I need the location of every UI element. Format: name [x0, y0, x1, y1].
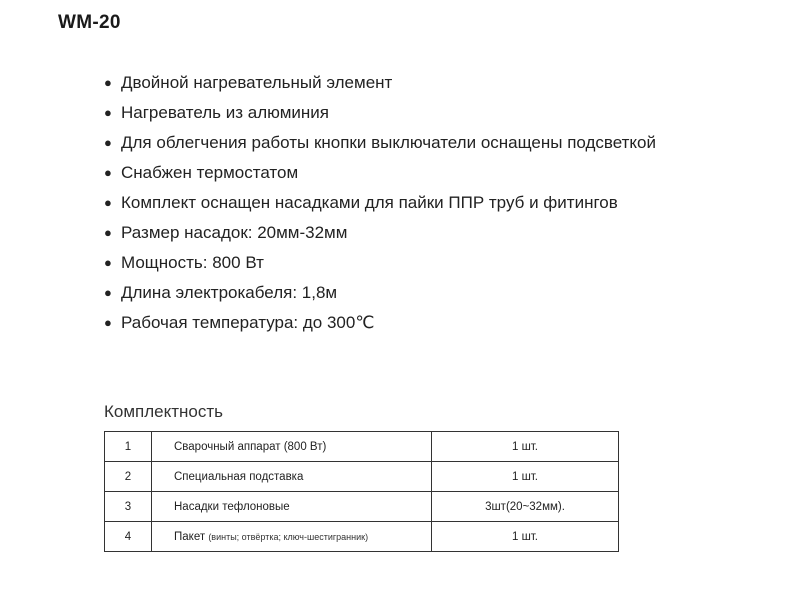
feature-item — [104, 312, 656, 342]
feature-item — [104, 192, 656, 222]
kit-title: Комплектность — [104, 402, 224, 421]
feature-item — [104, 162, 656, 192]
bullet-icon: ● — [104, 165, 112, 180]
item-name — [152, 432, 432, 462]
feature-text: Комплект оснащен насадками для пайки ППР труб и фитингов — [121, 193, 618, 212]
feature-text: Двойной нагревательный элемент — [121, 73, 393, 92]
feature-item — [104, 132, 656, 162]
feature-text: Для облегчения работы кнопки выключатели оснащены подсветкой — [121, 133, 657, 152]
bullet-icon: ● — [104, 315, 112, 330]
feature-text: Длина электрокабеля: 1,8м — [121, 283, 338, 302]
item-name-text: Сварочный аппарат (800 Вт) — [174, 440, 327, 453]
bullet-icon: ● — [104, 255, 112, 270]
item-name — [152, 522, 432, 552]
item-name-text: Насадки тефлоновые — [174, 500, 290, 513]
feature-item — [104, 222, 656, 252]
item-quantity: 3шт(20~32мм). — [432, 492, 619, 522]
item-quantity: 1 шт. — [432, 522, 619, 552]
row-number: 3 — [105, 492, 152, 522]
bullet-icon: ● — [104, 285, 112, 300]
feature-item — [104, 282, 656, 312]
table-row — [105, 522, 619, 552]
row-number: 2 — [105, 462, 152, 492]
feature-text: Нагреватель из алюминия — [121, 103, 329, 122]
bullet-icon: ● — [104, 75, 112, 90]
feature-item — [104, 252, 656, 282]
item-quantity: 1 шт. — [432, 432, 619, 462]
kit-table — [104, 431, 619, 552]
model-title: WM-20 — [58, 12, 121, 33]
feature-list — [104, 72, 656, 342]
feature-text: Снабжен термостатом — [121, 163, 299, 182]
item-name-text: Специальная подставка — [174, 470, 304, 483]
table-row — [105, 432, 619, 462]
bullet-icon: ● — [104, 195, 112, 210]
feature-text: Размер насадок: 20мм-32мм — [121, 223, 348, 242]
item-name-text: Пакет — [174, 530, 209, 543]
item-note: (винты; отвёртка; ключ-шестигранник) — [208, 531, 369, 542]
bullet-icon: ● — [104, 225, 112, 240]
bullet-icon: ● — [104, 105, 112, 120]
feature-item — [104, 102, 656, 132]
feature-item — [104, 72, 656, 102]
table-row — [105, 492, 619, 522]
item-name — [152, 492, 432, 522]
item-name — [152, 462, 432, 492]
row-number: 1 — [105, 432, 152, 462]
table-row — [105, 462, 619, 492]
row-number: 4 — [105, 522, 152, 552]
bullet-icon: ● — [104, 135, 112, 150]
item-quantity: 1 шт. — [432, 462, 619, 492]
feature-text: Мощность: 800 Вт — [121, 253, 264, 272]
feature-text: Рабочая температура: до 300℃ — [121, 313, 375, 332]
